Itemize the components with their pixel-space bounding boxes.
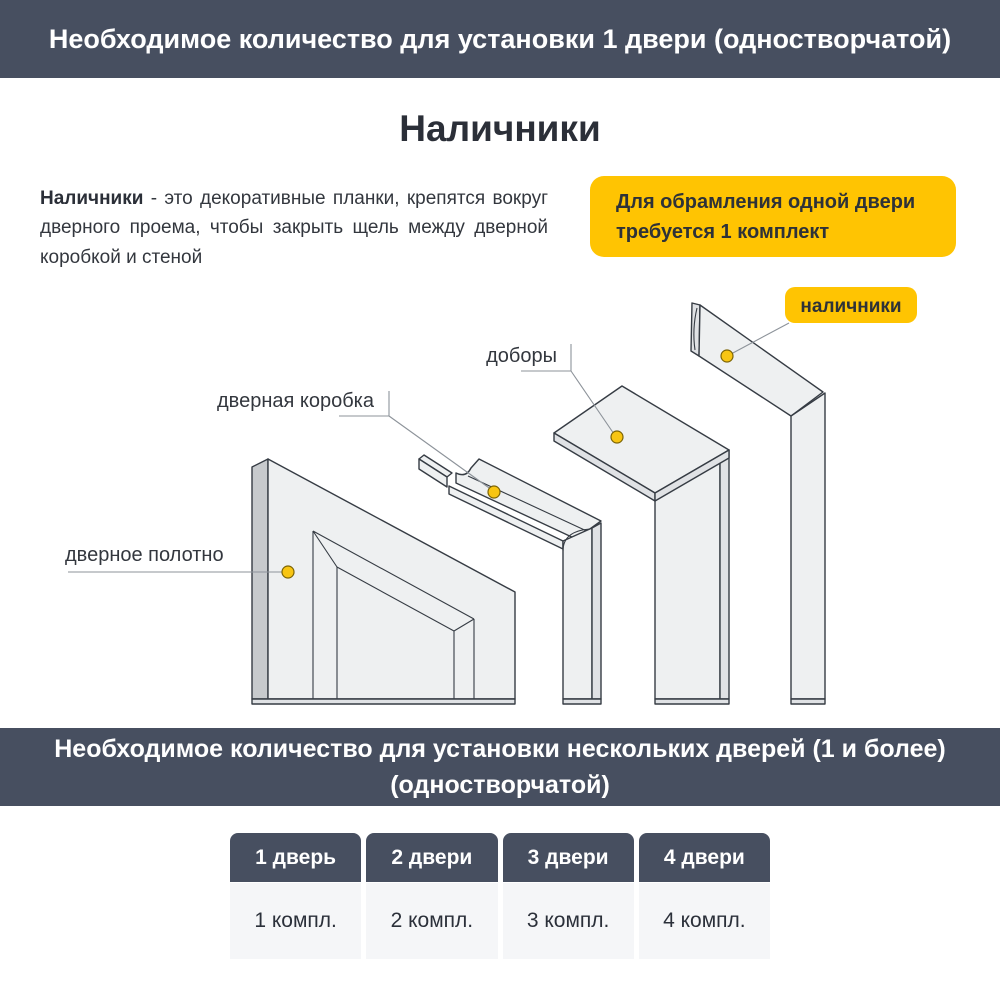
extensions-label: доборы [486, 345, 557, 367]
header-cell-4-doors: 4 двери [639, 833, 770, 882]
casing-bottom-edge [791, 699, 825, 704]
casing-vertical-strip [791, 393, 825, 699]
top-banner-text: Необходимое количество для установки 1 двери (одностворчатой) [48, 23, 952, 54]
door-frame-jamb-front [563, 528, 592, 699]
bottom-banner-line2: (одностворчатой) [390, 771, 610, 799]
door-frame-marker-dot [488, 486, 500, 498]
door-frame-label: дверная коробка [217, 390, 374, 412]
door-leaf-side-face [252, 459, 268, 699]
casings-label: наличники [800, 296, 902, 317]
intro-paragraph [40, 184, 548, 272]
extension-plank-side [720, 450, 729, 699]
value-cell-2-sets: 2 компл. [366, 883, 497, 959]
value-cell-4-sets: 4 компл. [639, 883, 770, 959]
quantity-table-header-row [230, 833, 770, 882]
intro-term: Наличники [40, 188, 144, 209]
door-leaf [252, 459, 515, 704]
value-cell-3-sets: 3 компл. [503, 883, 634, 959]
header-cell-2-doors: 2 двери [366, 833, 497, 882]
door-frame-bottom-edge [563, 699, 601, 704]
door-leaf-bottom-edge [252, 699, 515, 704]
callouts [65, 287, 917, 578]
extension-bottom-edge [655, 699, 729, 704]
page-title: Наличники [399, 108, 601, 149]
extensions-marker-dot [611, 431, 623, 443]
door-parts-diagram [0, 280, 1000, 720]
bottom-banner-line1: Необходимое количество для установки нескольких дверей (1 и более) [54, 734, 946, 763]
header-cell-3-doors: 3 двери [503, 833, 634, 882]
highlight-note [590, 176, 956, 257]
door-leaf-label: дверное полотно [65, 544, 224, 566]
intro-text: - это декоративные планки, крепятся вокруг дверного проема, чтобы закрыть щель между дверной коробкой и стеной [40, 188, 548, 268]
door-frame-jamb-side [592, 523, 601, 699]
highlight-note-text: Для обрамления одной двери требуется 1 комплект [616, 190, 916, 243]
quantity-table-value-row [230, 883, 770, 959]
door-leaf-marker-dot [282, 566, 294, 578]
door-leaf-front-face [268, 459, 515, 699]
header-cell-1-door: 1 дверь [230, 833, 361, 882]
value-cell-1-set: 1 компл. [230, 883, 361, 959]
bottom-banner [0, 728, 1000, 806]
quantity-table [230, 833, 770, 959]
casings-marker-dot [721, 350, 733, 362]
top-banner [0, 0, 1000, 78]
